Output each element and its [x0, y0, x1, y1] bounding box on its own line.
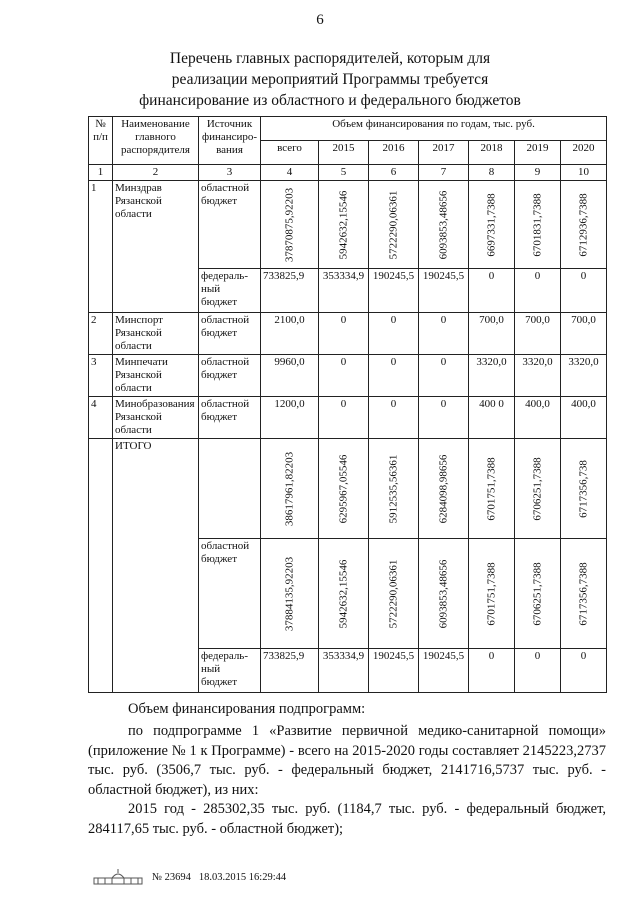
document-number: № 23694	[152, 871, 191, 883]
value-cell: 0	[319, 397, 369, 439]
value-cell: 0	[319, 355, 369, 397]
value-cell	[419, 539, 469, 649]
row-source: областной бюджет	[199, 313, 261, 355]
row-source: федераль-ный бюджет	[199, 649, 261, 693]
value-cell: 733825,9	[261, 269, 319, 313]
value-cell: 190245,5	[419, 649, 469, 693]
table-row	[89, 355, 607, 397]
page-number: 6	[316, 12, 324, 28]
value-cell: 0	[369, 397, 419, 439]
value-text: 5942632,15546	[337, 190, 349, 259]
value-cell: 0	[515, 649, 561, 693]
value-cell: 0	[561, 269, 607, 313]
value-text: 5722290,06361	[387, 559, 399, 628]
value-cell	[561, 539, 607, 649]
col-number: 9	[515, 165, 561, 181]
value-cell	[561, 439, 607, 539]
header-total: всего	[261, 141, 319, 165]
value-cell	[419, 181, 469, 269]
col-number: 10	[561, 165, 607, 181]
table-row	[89, 313, 607, 355]
value-text: 6093853,48656	[437, 190, 449, 259]
value-cell: 9960,0	[261, 355, 319, 397]
header-row-1	[89, 117, 607, 141]
col-number: 8	[469, 165, 515, 181]
value-cell: 733825,9	[261, 649, 319, 693]
title-line-2: реализации мероприятий Программы требуется	[171, 71, 489, 88]
value-cell	[515, 439, 561, 539]
row-num: 3	[89, 355, 113, 397]
value-cell	[369, 439, 419, 539]
table-row	[89, 397, 607, 439]
row-source: федераль-ный бюджет	[199, 269, 261, 313]
col-number: 4	[261, 165, 319, 181]
value-cell: 190245,5	[369, 269, 419, 313]
col-number: 2	[113, 165, 199, 181]
value-cell: 0	[369, 313, 419, 355]
value-text: 5942632,15546	[337, 559, 349, 628]
value-cell	[319, 539, 369, 649]
value-cell	[369, 181, 419, 269]
col-number: 5	[319, 165, 369, 181]
value-cell: 700,0	[515, 313, 561, 355]
row-source: областной бюджет	[199, 181, 261, 269]
value-cell: 3320,0	[469, 355, 515, 397]
row-num	[89, 439, 113, 693]
table-row	[89, 439, 607, 539]
row-source: областной бюджет	[199, 539, 261, 649]
value-cell: 0	[369, 355, 419, 397]
value-cell: 700,0	[561, 313, 607, 355]
value-text: 6717356,7388	[577, 561, 590, 626]
header-num: № п/п	[89, 117, 113, 165]
row-num: 1	[89, 181, 113, 313]
value-cell	[261, 181, 319, 269]
value-text: 6697331,7388	[485, 192, 497, 257]
paragraph-subprogram-1: по подпрограмме 1 «Развитие первичной медико-санитарной помощи» (приложение № 1 к Программе) - всего на 2015-2020 годы составляет 2145223,2737 тыс. руб. (3506,7 тыс. руб. - федеральный бюджет, 2141716,5737 тыс. руб. - областной бюджет), из них:	[88, 723, 606, 798]
header-source: Источник финансиро-вания	[199, 117, 261, 165]
value-cell: 0	[469, 269, 515, 313]
header-year: 2017	[419, 141, 469, 165]
value-cell: 0	[561, 649, 607, 693]
value-cell: 190245,5	[419, 269, 469, 313]
value-cell: 353334,9	[319, 649, 369, 693]
value-cell: 0	[419, 397, 469, 439]
value-cell: 3320,0	[515, 355, 561, 397]
header-year: 2015	[319, 141, 369, 165]
value-cell: 353334,9	[319, 269, 369, 313]
value-cell	[369, 539, 419, 649]
page-title	[120, 48, 540, 111]
value-cell: 3320,0	[561, 355, 607, 397]
header-year: 2018	[469, 141, 515, 165]
value-text: 6701831,7388	[531, 192, 543, 257]
value-text: 6701751,7388	[485, 456, 497, 521]
row-source: областной бюджет	[199, 397, 261, 439]
value-text: 6717356,738	[577, 459, 590, 518]
row-num: 4	[89, 397, 113, 439]
value-cell: 0	[419, 355, 469, 397]
row-source	[199, 439, 261, 539]
value-cell	[261, 539, 319, 649]
itogo-label: ИТОГО	[113, 439, 199, 693]
row-name: Минспорт Рязанской области	[113, 313, 199, 355]
row-source: областной бюджет	[199, 355, 261, 397]
value-cell: 400,0	[515, 397, 561, 439]
col-number: 3	[199, 165, 261, 181]
col-number: 1	[89, 165, 113, 181]
value-cell	[561, 181, 607, 269]
value-cell: 0	[469, 649, 515, 693]
value-text: 6295967,05546	[337, 454, 349, 523]
header-year: 2019	[515, 141, 561, 165]
value-cell	[261, 439, 319, 539]
value-text: 6712936,7388	[577, 192, 590, 257]
paragraph-2015: 2015 год - 285302,35 тыс. руб. (1184,7 тыс. руб. - федеральный бюджет, 284117,65 тыс. руб. - областной бюджет);	[88, 801, 606, 837]
value-cell: 2100,0	[261, 313, 319, 355]
footer	[92, 867, 286, 887]
value-text: 37884135,92203	[283, 556, 295, 631]
value-cell	[469, 539, 515, 649]
value-text: 37870875,92203	[283, 187, 295, 262]
value-text: 5722290,06361	[387, 190, 399, 259]
col-number: 6	[369, 165, 419, 181]
value-cell: 0	[419, 313, 469, 355]
value-cell	[515, 181, 561, 269]
value-cell: 1200,0	[261, 397, 319, 439]
value-text: 6706251,7388	[531, 456, 543, 521]
header-year: 2020	[561, 141, 607, 165]
value-cell: 190245,5	[369, 649, 419, 693]
row-name: Минобразования Рязанской области	[113, 397, 199, 439]
row-name: Минпечати Рязанской области	[113, 355, 199, 397]
document-date: 18.03.2015 16:29:44	[198, 871, 287, 883]
value-text: 6706251,7388	[531, 561, 543, 626]
col-number: 7	[419, 165, 469, 181]
value-text: 6701751,7388	[485, 561, 497, 626]
value-cell: 400 0	[469, 397, 515, 439]
value-cell: 700,0	[469, 313, 515, 355]
value-cell	[319, 439, 369, 539]
header-name: Наименование главного распорядителя	[113, 117, 199, 165]
row-num: 2	[89, 313, 113, 355]
value-cell: 0	[319, 313, 369, 355]
column-numbers-row	[89, 165, 607, 181]
value-cell	[469, 181, 515, 269]
value-cell	[469, 439, 515, 539]
value-text: 5912535,56361	[387, 454, 399, 523]
building-stamp-icon	[92, 867, 144, 887]
value-cell: 0	[515, 269, 561, 313]
title-line-1: Перечень главных распорядителей, которым для	[169, 50, 491, 67]
header-volume: Объем финансирования по годам, тыс. руб.	[261, 117, 607, 141]
value-text: 6284098,98656	[437, 454, 449, 523]
title-line-3: финансирование из областного и федерального бюджетов	[139, 92, 521, 109]
row-name: Минздрав Рязанской области	[113, 181, 199, 313]
table-row	[89, 181, 607, 269]
value-cell	[319, 181, 369, 269]
header-year: 2016	[369, 141, 419, 165]
value-cell	[515, 539, 561, 649]
value-text: 38617961,82203	[283, 451, 295, 526]
value-cell	[419, 439, 469, 539]
paragraph-intro: Объем финансирования подпрограмм:	[128, 701, 366, 717]
financing-table	[88, 116, 607, 693]
value-cell: 400,0	[561, 397, 607, 439]
value-text: 6093853,48656	[437, 559, 449, 628]
